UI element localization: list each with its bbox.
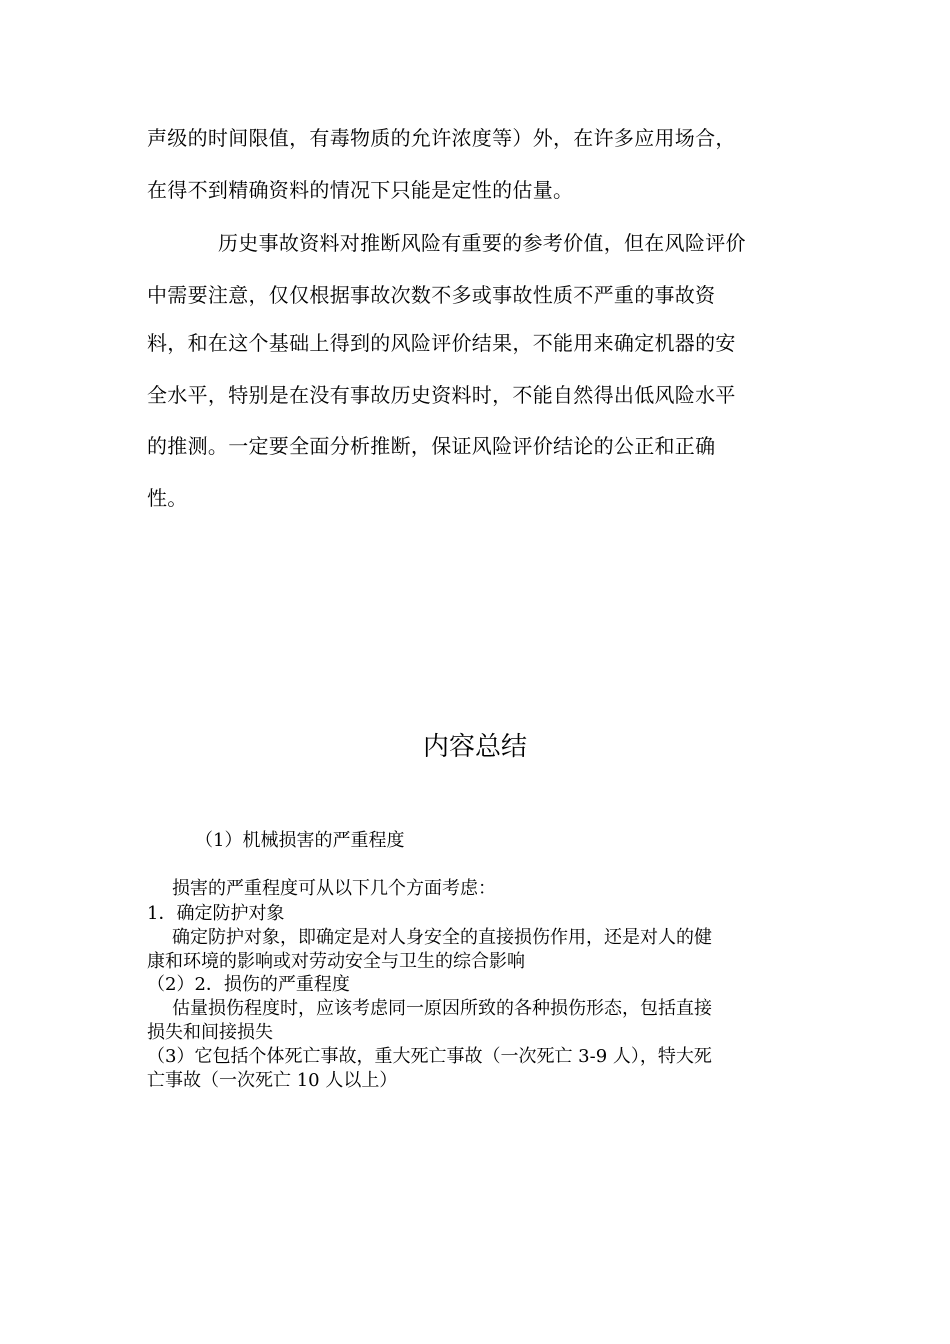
summary-title: 内容总结 <box>422 732 527 762</box>
summary-point-1-text-line-1: 确定防护对象，即确定是对人身安全的直接损伤作用，还是对人的健 <box>172 927 712 948</box>
summary-point-2-text-line-2: 损失和间接损失 <box>147 1022 273 1043</box>
paragraph-2-line-4: 全水平，特别是在没有事故历史资料时，不能自然得出低风险水平 <box>147 383 736 407</box>
summary-point-1-heading: 1．确定防护对象 <box>147 903 285 924</box>
paragraph-1-line-2: 在得不到精确资料的情况下只能是定性的估量。 <box>147 178 574 202</box>
summary-item-2: （2）2．损伤的严重程度 <box>147 974 350 995</box>
summary-point-2-text-line-1: 估量损伤程度时，应该考虑同一原因所致的各种损伤形态，包括直接 <box>172 998 712 1019</box>
paragraph-2-line-1: 历史事故资料对推断风险有重要的参考价值，但在风险评价 <box>218 231 746 255</box>
summary-item-3-line-1: （3）它包括个体死亡事故，重大死亡事故（一次死亡 3-9 人），特大死 <box>147 1046 712 1067</box>
paragraph-1-line-1: 声级的时间限值，有毒物质的允许浓度等）外，在许多应用场合， <box>147 126 736 150</box>
paragraph-2-line-5: 的推测。一定要全面分析推断，保证风险评价结论的公正和正确 <box>147 434 716 458</box>
summary-item-1: （1）机械损害的严重程度 <box>195 830 405 851</box>
paragraph-2-line-2: 中需要注意，仅仅根据事故次数不多或事故性质不严重的事故资 <box>147 283 716 307</box>
paragraph-2-line-3: 料，和在这个基础上得到的风险评价结果，不能用来确定机器的安 <box>147 331 736 355</box>
summary-intro: 损害的严重程度可从以下几个方面考虑： <box>172 878 496 899</box>
summary-item-3-line-2: 亡事故（一次死亡 10 人以上） <box>147 1070 398 1091</box>
paragraph-2-line-6: 性。 <box>147 486 188 510</box>
summary-point-1-text-line-2: 康和环境的影响或对劳动安全与卫生的综合影响 <box>147 951 525 972</box>
